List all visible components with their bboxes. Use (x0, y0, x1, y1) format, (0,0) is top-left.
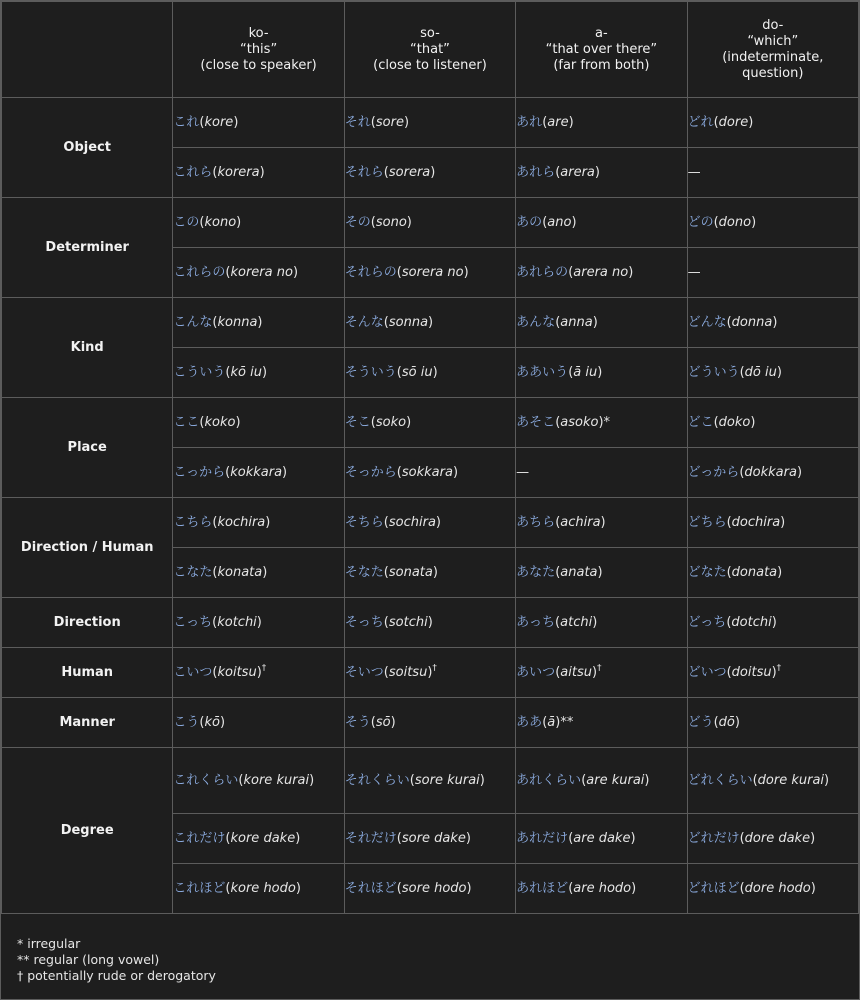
romanization: kō (204, 714, 220, 730)
table-cell: こういう(kō iu) (173, 348, 344, 398)
column-meaning: “that” (410, 41, 450, 57)
table-cell: どれほど(dore hodo) (687, 864, 858, 914)
row-label-place: Place (2, 398, 173, 498)
japanese-term: そっから (344, 464, 397, 480)
japanese-term: それほど (344, 880, 397, 896)
japanese-term: そういう (344, 364, 397, 380)
romanization: konata (217, 564, 263, 580)
table-cell: この(kono) (173, 198, 344, 248)
table-cell: その(sono) (344, 198, 515, 248)
column-prefix: ko- (248, 25, 269, 41)
japanese-term: こいつ (173, 664, 213, 680)
japanese-term: そんな (344, 314, 384, 330)
japanese-term: ここ (173, 414, 200, 430)
japanese-term: あいつ (516, 664, 556, 680)
table-cell: あっち(atchi) (516, 598, 687, 648)
japanese-term: こっち (173, 614, 213, 630)
table-cell: これだけ(kore dake) (173, 814, 344, 864)
table-cell (516, 448, 687, 498)
table-cell: どの(dono) (687, 198, 858, 248)
romanization: kokkara (230, 464, 283, 480)
table-cell: あれらの(arera no) (516, 248, 687, 298)
japanese-term: こなた (173, 564, 213, 580)
japanese-term: どなた (687, 564, 727, 580)
romanization: dore (718, 114, 749, 130)
romanization: dokkara (744, 464, 797, 480)
romanization: koitsu (217, 664, 257, 680)
table-row (2, 498, 859, 548)
footnote-marker: † (261, 663, 267, 674)
japanese-term: この (173, 214, 200, 230)
column-header-do (687, 2, 858, 98)
table-cell: こう(kō) (173, 698, 344, 748)
romanization: doko (718, 414, 751, 430)
footnote-irregular: * irregular (17, 936, 81, 951)
japanese-term: そいつ (344, 664, 384, 680)
japanese-term: それら (344, 164, 384, 180)
row-label-human: Human (2, 648, 173, 698)
table-cell: そう(sō) (344, 698, 515, 748)
table-cell (687, 248, 858, 298)
table-cell: どちら(dochira) (687, 498, 858, 548)
romanization: doitsu (731, 664, 772, 680)
table-cell: どっち(dotchi) (687, 598, 858, 648)
table-cell: どれくらい(dore kurai) (687, 748, 858, 814)
romanization: atchi (560, 614, 593, 630)
romanization: ā iu (573, 364, 598, 380)
japanese-term: こんな (173, 314, 213, 330)
table-cell: どれだけ(dore dake) (687, 814, 858, 864)
row-label-degree: Degree (2, 748, 173, 914)
corner-cell (2, 2, 173, 98)
table-cell: あれほど(are hodo) (516, 864, 687, 914)
romanization: arera (560, 164, 595, 180)
japanese-term: どれくらい (687, 772, 753, 788)
romanization: sō (375, 714, 391, 730)
japanese-term: こっから (173, 464, 226, 480)
table-cell: あれだけ(are dake) (516, 814, 687, 864)
japanese-term: あれらの (516, 264, 569, 280)
empty-dash: — (516, 464, 530, 480)
romanization: sore dake (401, 830, 466, 846)
table-cell: それだけ(sore dake) (344, 814, 515, 864)
column-note: (far from both) (553, 57, 650, 73)
romanization: soitsu (388, 664, 428, 680)
japanese-term: あの (516, 214, 543, 230)
column-prefix: so- (420, 25, 440, 41)
table-cell: あれら(arera) (516, 148, 687, 198)
romanization: asoko (560, 414, 599, 430)
table-row (2, 748, 859, 814)
table-cell: それほど(sore hodo) (344, 864, 515, 914)
japanese-term: あれだけ (516, 830, 569, 846)
romanization: sotchi (388, 614, 428, 630)
japanese-term: そう (344, 714, 371, 730)
romanization: dore kurai (757, 772, 825, 788)
japanese-term: これほど (173, 880, 226, 896)
table-cell: あいつ(aitsu)† (516, 648, 687, 698)
japanese-term: それ (344, 114, 371, 130)
table-cell: そこ(soko) (344, 398, 515, 448)
table-cell: それらの(sorera no) (344, 248, 515, 298)
japanese-term: あれら (516, 164, 556, 180)
footnote-rude: † potentially rude or derogatory (17, 968, 216, 983)
table-row (2, 598, 859, 648)
romanization: soko (375, 414, 407, 430)
japanese-term: それらの (344, 264, 397, 280)
japanese-term: あれくらい (516, 772, 582, 788)
romanization: koko (204, 414, 236, 430)
romanization: kono (204, 214, 237, 230)
table-cell: そいつ(soitsu)† (344, 648, 515, 698)
table-cell: あなた(anata) (516, 548, 687, 598)
table-cell: そんな(sonna) (344, 298, 515, 348)
japanese-term: どれ (687, 114, 714, 130)
column-header-so (344, 2, 515, 98)
romanization: sorera (388, 164, 431, 180)
romanization: sore hodo (401, 880, 467, 896)
japanese-term: どんな (687, 314, 727, 330)
romanization: sore kurai (414, 772, 480, 788)
column-header-a (516, 2, 687, 98)
japanese-term: ああいう (516, 364, 569, 380)
romanization: dore dake (744, 830, 811, 846)
table-cell: ああいう(ā iu) (516, 348, 687, 398)
japanese-term: どう (687, 714, 714, 730)
romanization: sore (375, 114, 404, 130)
table-cell: どういう(dō iu) (687, 348, 858, 398)
romanization: ano (547, 214, 572, 230)
table-cell: あそこ(asoko)* (516, 398, 687, 448)
table-cell: それくらい(sore kurai) (344, 748, 515, 814)
japanese-term: どういう (687, 364, 740, 380)
romanization: kore hodo (230, 880, 296, 896)
column-note: (close to listener) (373, 57, 487, 73)
japanese-term: どっから (687, 464, 740, 480)
japanese-term: どこ (687, 414, 714, 430)
table-row (2, 648, 859, 698)
table-cell: それ(sore) (344, 98, 515, 148)
table-cell: あれくらい(are kurai) (516, 748, 687, 814)
japanese-term: どいつ (687, 664, 727, 680)
row-label-kind: Kind (2, 298, 173, 398)
japanese-term: どちら (687, 514, 727, 530)
header-row (2, 2, 859, 98)
romanization: donata (731, 564, 778, 580)
romanization: are hodo (573, 880, 632, 896)
empty-dash: — (687, 264, 701, 280)
japanese-term: あんな (516, 314, 556, 330)
romanization: kore dake (230, 830, 296, 846)
japanese-term: それだけ (344, 830, 397, 846)
table-cell: どっから(dokkara) (687, 448, 858, 498)
romanization: kō iu (230, 364, 262, 380)
japanese-term: こちら (173, 514, 213, 530)
romanization: achira (560, 514, 601, 530)
table-cell: これ(kore) (173, 98, 344, 148)
table-cell: どこ(doko) (687, 398, 858, 448)
japanese-term: その (344, 214, 371, 230)
table-cell: こんな(konna) (173, 298, 344, 348)
japanese-term: こう (173, 714, 200, 730)
romanization: dono (718, 214, 752, 230)
romanization: dore hodo (744, 880, 811, 896)
japanese-term: ああ (516, 714, 543, 730)
romanization: dochira (731, 514, 781, 530)
footnote-long-vowel: ** regular (long vowel) (17, 952, 160, 967)
romanization: dō (718, 714, 735, 730)
table-cell: こっち(kotchi) (173, 598, 344, 648)
japanese-term: あそこ (516, 414, 556, 430)
table-row (2, 98, 859, 148)
table-cell: そういう(sō iu) (344, 348, 515, 398)
column-meaning: “which” (747, 33, 799, 49)
table-cell: あの(ano) (516, 198, 687, 248)
column-prefix: do- (762, 17, 784, 33)
table-cell: こいつ(koitsu)† (173, 648, 344, 698)
row-label-direction-human: Direction / Human (2, 498, 173, 598)
table-cell: そっち(sotchi) (344, 598, 515, 648)
column-note: (indeterminate, (722, 49, 824, 65)
romanization: sonna (388, 314, 429, 330)
row-label-determiner: Determiner (2, 198, 173, 298)
row-label-manner: Manner (2, 698, 173, 748)
romanization: dotchi (731, 614, 772, 630)
romanization: sonata (388, 564, 433, 580)
romanization: anna (560, 314, 593, 330)
japanese-term: あちら (516, 514, 556, 530)
romanization: dō iu (744, 364, 777, 380)
table-cell: これらの(korera no) (173, 248, 344, 298)
japanese-term: あなた (516, 564, 556, 580)
romanization: are kurai (586, 772, 645, 788)
japanese-term: そちら (344, 514, 384, 530)
empty-dash: — (687, 164, 701, 180)
column-header-ko (173, 2, 344, 98)
romanization: sō iu (401, 364, 433, 380)
romanization: kore kurai (243, 772, 310, 788)
japanese-term: どれほど (687, 880, 740, 896)
japanese-term: これらの (173, 264, 226, 280)
romanization: aitsu (560, 664, 592, 680)
romanization: sono (375, 214, 407, 230)
column-prefix: a- (595, 25, 608, 41)
romanization: are dake (573, 830, 631, 846)
table-row (2, 198, 859, 248)
japanese-term: あれほど (516, 880, 569, 896)
romanization: kotchi (217, 614, 257, 630)
romanization: kochira (217, 514, 266, 530)
table-cell: そなた(sonata) (344, 548, 515, 598)
table-row (2, 298, 859, 348)
column-meaning: “that over there” (545, 41, 658, 57)
table-cell: こなた(konata) (173, 548, 344, 598)
table-cell: これほど(kore hodo) (173, 864, 344, 914)
footnotes (17, 936, 216, 984)
row-label-direction: Direction (2, 598, 173, 648)
table-cell: こっから(kokkara) (173, 448, 344, 498)
romanization: sochira (388, 514, 436, 530)
row-label-object: Object (2, 98, 173, 198)
table-cell: こちら(kochira) (173, 498, 344, 548)
japanese-term: あれ (516, 114, 543, 130)
japanese-term: そこ (344, 414, 371, 430)
romanization: korera (217, 164, 260, 180)
column-note: (close to speaker) (200, 57, 317, 73)
table-cell: あんな(anna) (516, 298, 687, 348)
japanese-term: どっち (687, 614, 727, 630)
table-cell: あれ(are) (516, 98, 687, 148)
footnote-marker: † (597, 663, 602, 674)
romanization: donna (731, 314, 773, 330)
footnote-marker: † (776, 663, 782, 674)
romanization: kore (204, 114, 234, 130)
footnote-marker: ** (560, 714, 574, 730)
table-cell: ああ(ā)** (516, 698, 687, 748)
table-cell: どなた(donata) (687, 548, 858, 598)
japanese-term: どれだけ (687, 830, 740, 846)
romanization: konna (217, 314, 258, 330)
japanese-term: こういう (173, 364, 226, 380)
romanization: ā (547, 714, 556, 730)
japanese-term: あっち (516, 614, 556, 630)
column-meaning: “this” (239, 41, 278, 57)
japanese-term: これら (173, 164, 213, 180)
column-note-continued: question) (742, 65, 804, 81)
table-cell (687, 148, 858, 198)
romanization: korera no (230, 264, 293, 280)
japanese-term: これ (173, 114, 200, 130)
table-cell: これら(korera) (173, 148, 344, 198)
romanization: sokkara (401, 464, 453, 480)
table-cell: どれ(dore) (687, 98, 858, 148)
footnote-marker: * (603, 414, 611, 430)
romanization: anata (560, 564, 598, 580)
table-cell: どんな(donna) (687, 298, 858, 348)
romanization: are (547, 114, 569, 130)
table-cell: それら(sorera) (344, 148, 515, 198)
japanese-term: それくらい (344, 772, 410, 788)
japanese-term: そっち (344, 614, 384, 630)
romanization: sorera no (401, 264, 464, 280)
table-cell: どいつ(doitsu)† (687, 648, 858, 698)
japanese-term: これくらい (173, 772, 239, 788)
table-cell: あちら(achira) (516, 498, 687, 548)
table-cell: ここ(koko) (173, 398, 344, 448)
demonstratives-table (1, 1, 859, 914)
table-cell: これくらい(kore kurai) (173, 748, 344, 814)
romanization: arera no (573, 264, 629, 280)
footnote-marker: † (432, 663, 437, 674)
table-row (2, 398, 859, 448)
japanese-term: これだけ (173, 830, 226, 846)
japanese-term: そなた (344, 564, 384, 580)
table-row (2, 698, 859, 748)
table-cell: どう(dō) (687, 698, 858, 748)
table-cell: そちら(sochira) (344, 498, 515, 548)
table-cell: そっから(sokkara) (344, 448, 515, 498)
japanese-term: どの (687, 214, 714, 230)
